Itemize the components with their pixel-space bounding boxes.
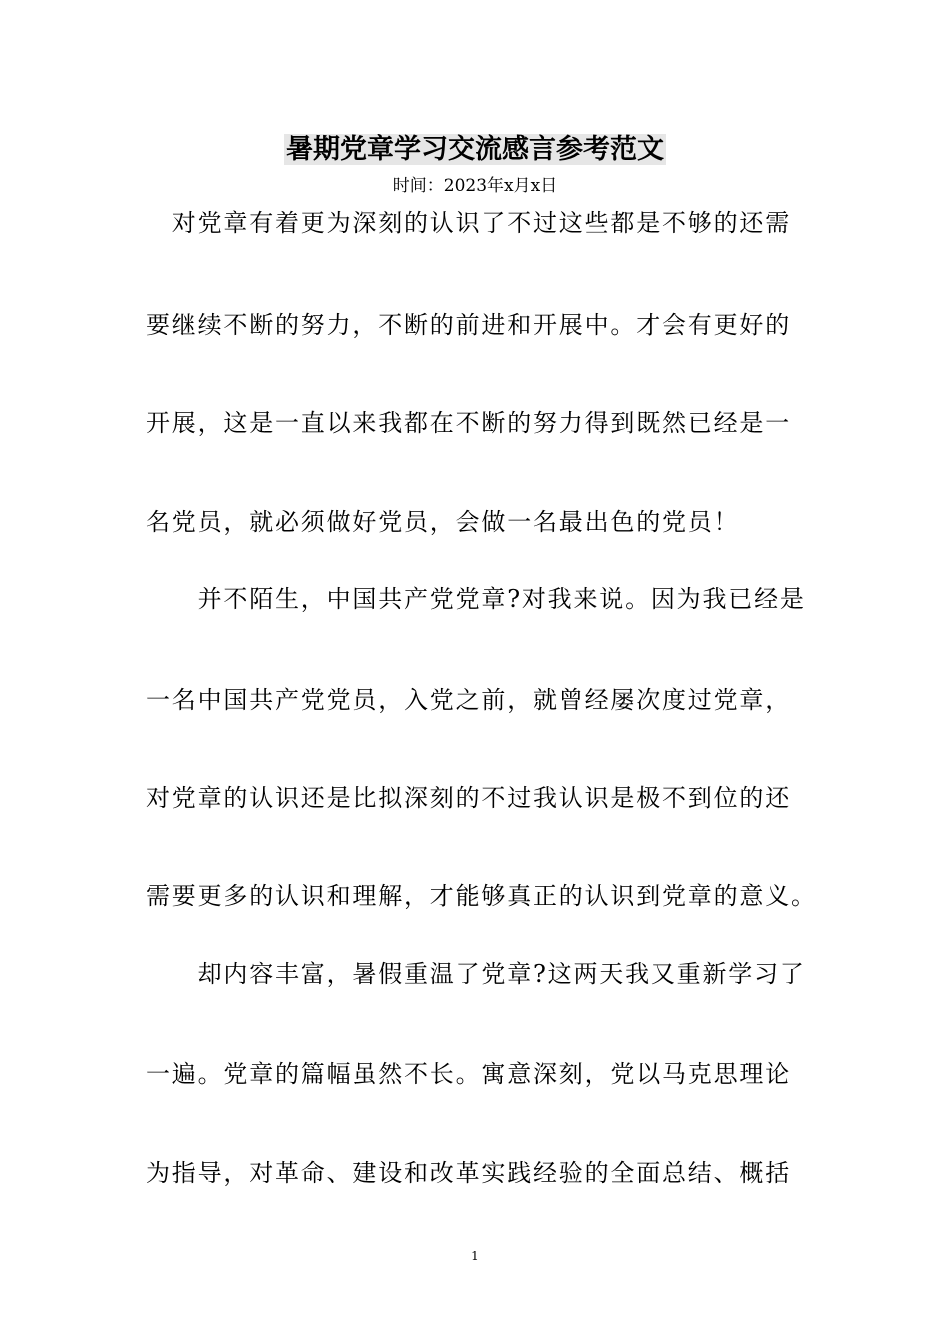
date-line: 时间：2023年x月x日 [392, 176, 558, 196]
document-title [0, 130, 950, 170]
body-line: 却内容丰富，暑假重温了党章?这两天我又重新学习了 [146, 960, 806, 988]
body-line: 需要更多的认识和理解，才能够真正的认识到党章的意义。 [146, 882, 817, 910]
page-number: 1 [471, 1249, 479, 1263]
document-title-text: 暑期党章学习交流感言参考范文 [286, 134, 664, 165]
body-line: 一名中国共产党党员，入党之前，就曾经屡次度过党章， [146, 686, 791, 714]
body-line: 对党章有着更为深刻的认识了不过这些都是不够的还需 [146, 209, 791, 237]
body-line: 开展，这是一直以来我都在不断的努力得到既然已经是一 [146, 409, 791, 437]
body-line: 对党章的认识还是比拟深刻的不过我认识是极不到位的还 [146, 784, 791, 812]
body-line: 名党员，就必须做好党员，会做一名最出色的党员！ [146, 508, 740, 536]
body-line: 并不陌生，中国共产党党章?对我来说。因为我已经是 [146, 585, 806, 613]
body-line: 为指导，对革命、建设和改革实践经验的全面总结、概括 [146, 1159, 791, 1187]
body-line: 要继续不断的努力，不断的前进和开展中。才会有更好的 [146, 311, 791, 339]
body-line: 一遍。党章的篇幅虽然不长。寓意深刻，党以马克思理论 [146, 1060, 791, 1088]
